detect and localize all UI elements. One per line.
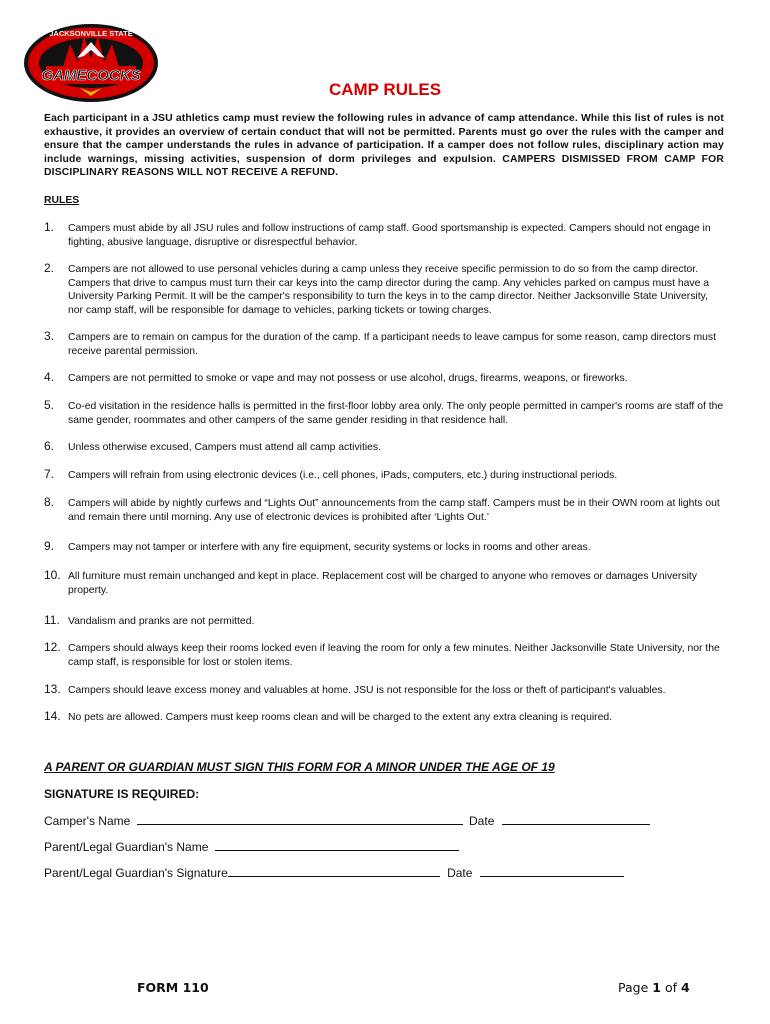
date-label: Date: [469, 814, 495, 828]
parent-notice: A PARENT OR GUARDIAN MUST SIGN THIS FORM FOR A MINOR UNDER THE AGE OF 19: [44, 760, 555, 774]
rule-text: Campers must abide by all JSU rules and follow instructions of camp staff. Good sportsmanship is expected. Campers should not engage in fighting, abusive language, disruptive or disrespectful behavior.: [68, 223, 711, 248]
rule-number: 1.: [44, 220, 55, 234]
rule-number: 7.: [44, 467, 55, 481]
page-title: CAMP RULES: [328, 80, 442, 99]
rule-number: 12.: [44, 640, 61, 654]
page-total: 4: [680, 980, 690, 995]
rule-text: Unless otherwise excused, Campers must attend all camp activities.: [68, 442, 382, 453]
rule-text: No pets are allowed. Campers must keep rooms clean and will be charged to the extent any extra cleaning is required.: [68, 712, 613, 723]
rule-text: All furniture must remain unchanged and kept in place. Replacement cost will be charged to anyone who removes or damages University property.: [68, 571, 697, 596]
rule-number: 11.: [44, 613, 60, 627]
rule-number: 10.: [44, 568, 61, 582]
rule-item: [44, 372, 724, 386]
rule-number: 13.: [44, 682, 61, 696]
rule-item: [44, 711, 724, 725]
page-word: Page: [618, 980, 649, 995]
rule-text: Campers will refrain from using electronic devices (i.e., cell phones, iPads, computers, etc.) during instructional periods.: [68, 470, 618, 481]
guardian-date-field[interactable]: [480, 866, 624, 877]
rule-item: [44, 684, 724, 698]
camper-name-row: [44, 814, 650, 828]
rule-number: 2.: [44, 261, 55, 275]
rule-item: [44, 497, 724, 524]
rule-text: Vandalism and pranks are not permitted.: [68, 616, 255, 627]
signature-heading: SIGNATURE IS REQUIRED:: [44, 787, 200, 801]
camper-name-field[interactable]: [137, 814, 463, 825]
rule-number: 5.: [44, 398, 55, 412]
rule-item: [44, 541, 724, 555]
intro-paragraph: Each participant in a JSU athletics camp must review the following rules in advance of camp attendance. While this list of rules is not exhaustive, it provides an overview of certain conduct that will not be permitted. Parents must go over the rules with the camper and ensure that the camper understands the rules in advance of participation. If a camper does not follow rules, disciplinary action may include warnings, missing activities, suspension of dorm privileges and expulsion. CAMPERS DISMISSED FROM CAMP FOR DISCIPLINARY REASONS WILL NOT RECEIVE A REFUND.: [44, 113, 724, 179]
page-indicator: [618, 980, 690, 995]
rule-text: Co-ed visitation in the residence halls is permitted in the first-floor lobby area only. The only people permitted in camper's rooms are staff of the same gender, roommates and other campers of the same gender residing in that residence hall.: [68, 401, 724, 426]
rule-item: [44, 331, 724, 358]
rule-item: [44, 469, 724, 483]
guardian-name-label: Parent/Legal Guardian's Name: [44, 840, 209, 854]
rule-item: [44, 400, 724, 427]
page-number: 1: [652, 980, 661, 995]
rule-text: Campers should always keep their rooms locked even if leaving the room for only a few minutes. Neither Jacksonville State University, nor the camp staff, is responsible for lost or stolen items.: [68, 643, 720, 668]
rule-number: 3.: [44, 329, 55, 343]
rule-text: Campers are not permitted to smoke or vape and may not possess or use alcohol, drugs, firearms, weapons, or fireworks.: [68, 373, 628, 384]
svg-text:GAMECOCKS: GAMECOCKS: [41, 67, 141, 84]
rule-item: [44, 222, 724, 249]
rule-text: Campers may not tamper or interfere with any fire equipment, security systems or locks in rooms and other areas.: [68, 542, 591, 553]
rule-text: Campers should leave excess money and valuables at home. JSU is not responsible for the loss or theft of participant's valuables.: [68, 685, 666, 696]
rule-number: 8.: [44, 495, 55, 509]
rule-item: [44, 263, 724, 317]
rule-text: Campers are not allowed to use personal vehicles during a camp unless they receive specific permission to do so from the camp director. Campers that drive to campus must turn their car keys into the camp director during the camp. Any vehicles parked on campus must have a University Parking Permit. It will be the camper's responsibility to turn the keys in to the camp director. Neither Jacksonville State University, nor camp staff, will be responsible for damage to vehicles, parking tickets or towing charges.: [68, 264, 710, 316]
guardian-signature-row: [44, 866, 624, 880]
guardian-name-row: [44, 840, 459, 854]
camper-date-field[interactable]: [502, 814, 650, 825]
date-label: Date: [447, 866, 473, 880]
of-word: of: [664, 980, 677, 995]
guardian-signature-field[interactable]: [228, 866, 440, 877]
svg-text:JACKSONVILLE STATE: JACKSONVILLE STATE: [49, 29, 133, 38]
guardian-name-field[interactable]: [215, 840, 459, 851]
rules-heading: RULES: [44, 195, 80, 206]
rule-number: 4.: [44, 370, 55, 384]
camper-name-label: Camper's Name: [44, 814, 131, 828]
rule-number: 14.: [44, 709, 61, 723]
rule-number: 6.: [44, 439, 55, 453]
rule-item: [44, 642, 724, 669]
rule-text: Campers are to remain on campus for the duration of the camp. If a participant needs to leave campus for some reason, camp directors must receive parental permission.: [68, 332, 716, 357]
rule-item: [44, 570, 724, 597]
rule-item: [44, 441, 724, 455]
guardian-signature-label: Parent/Legal Guardian's Signature: [44, 866, 228, 880]
rule-number: 9.: [44, 539, 55, 553]
form-number: FORM 110: [137, 980, 209, 995]
rule-text: Campers will abide by nightly curfews and “Lights Out” announcements from the camp staff. Campers must be in their OWN room at lights out and remain there until morning. Any use of electronic devices is prohibited after ‘Lights Out.’: [68, 498, 720, 523]
rule-item: [44, 615, 724, 629]
